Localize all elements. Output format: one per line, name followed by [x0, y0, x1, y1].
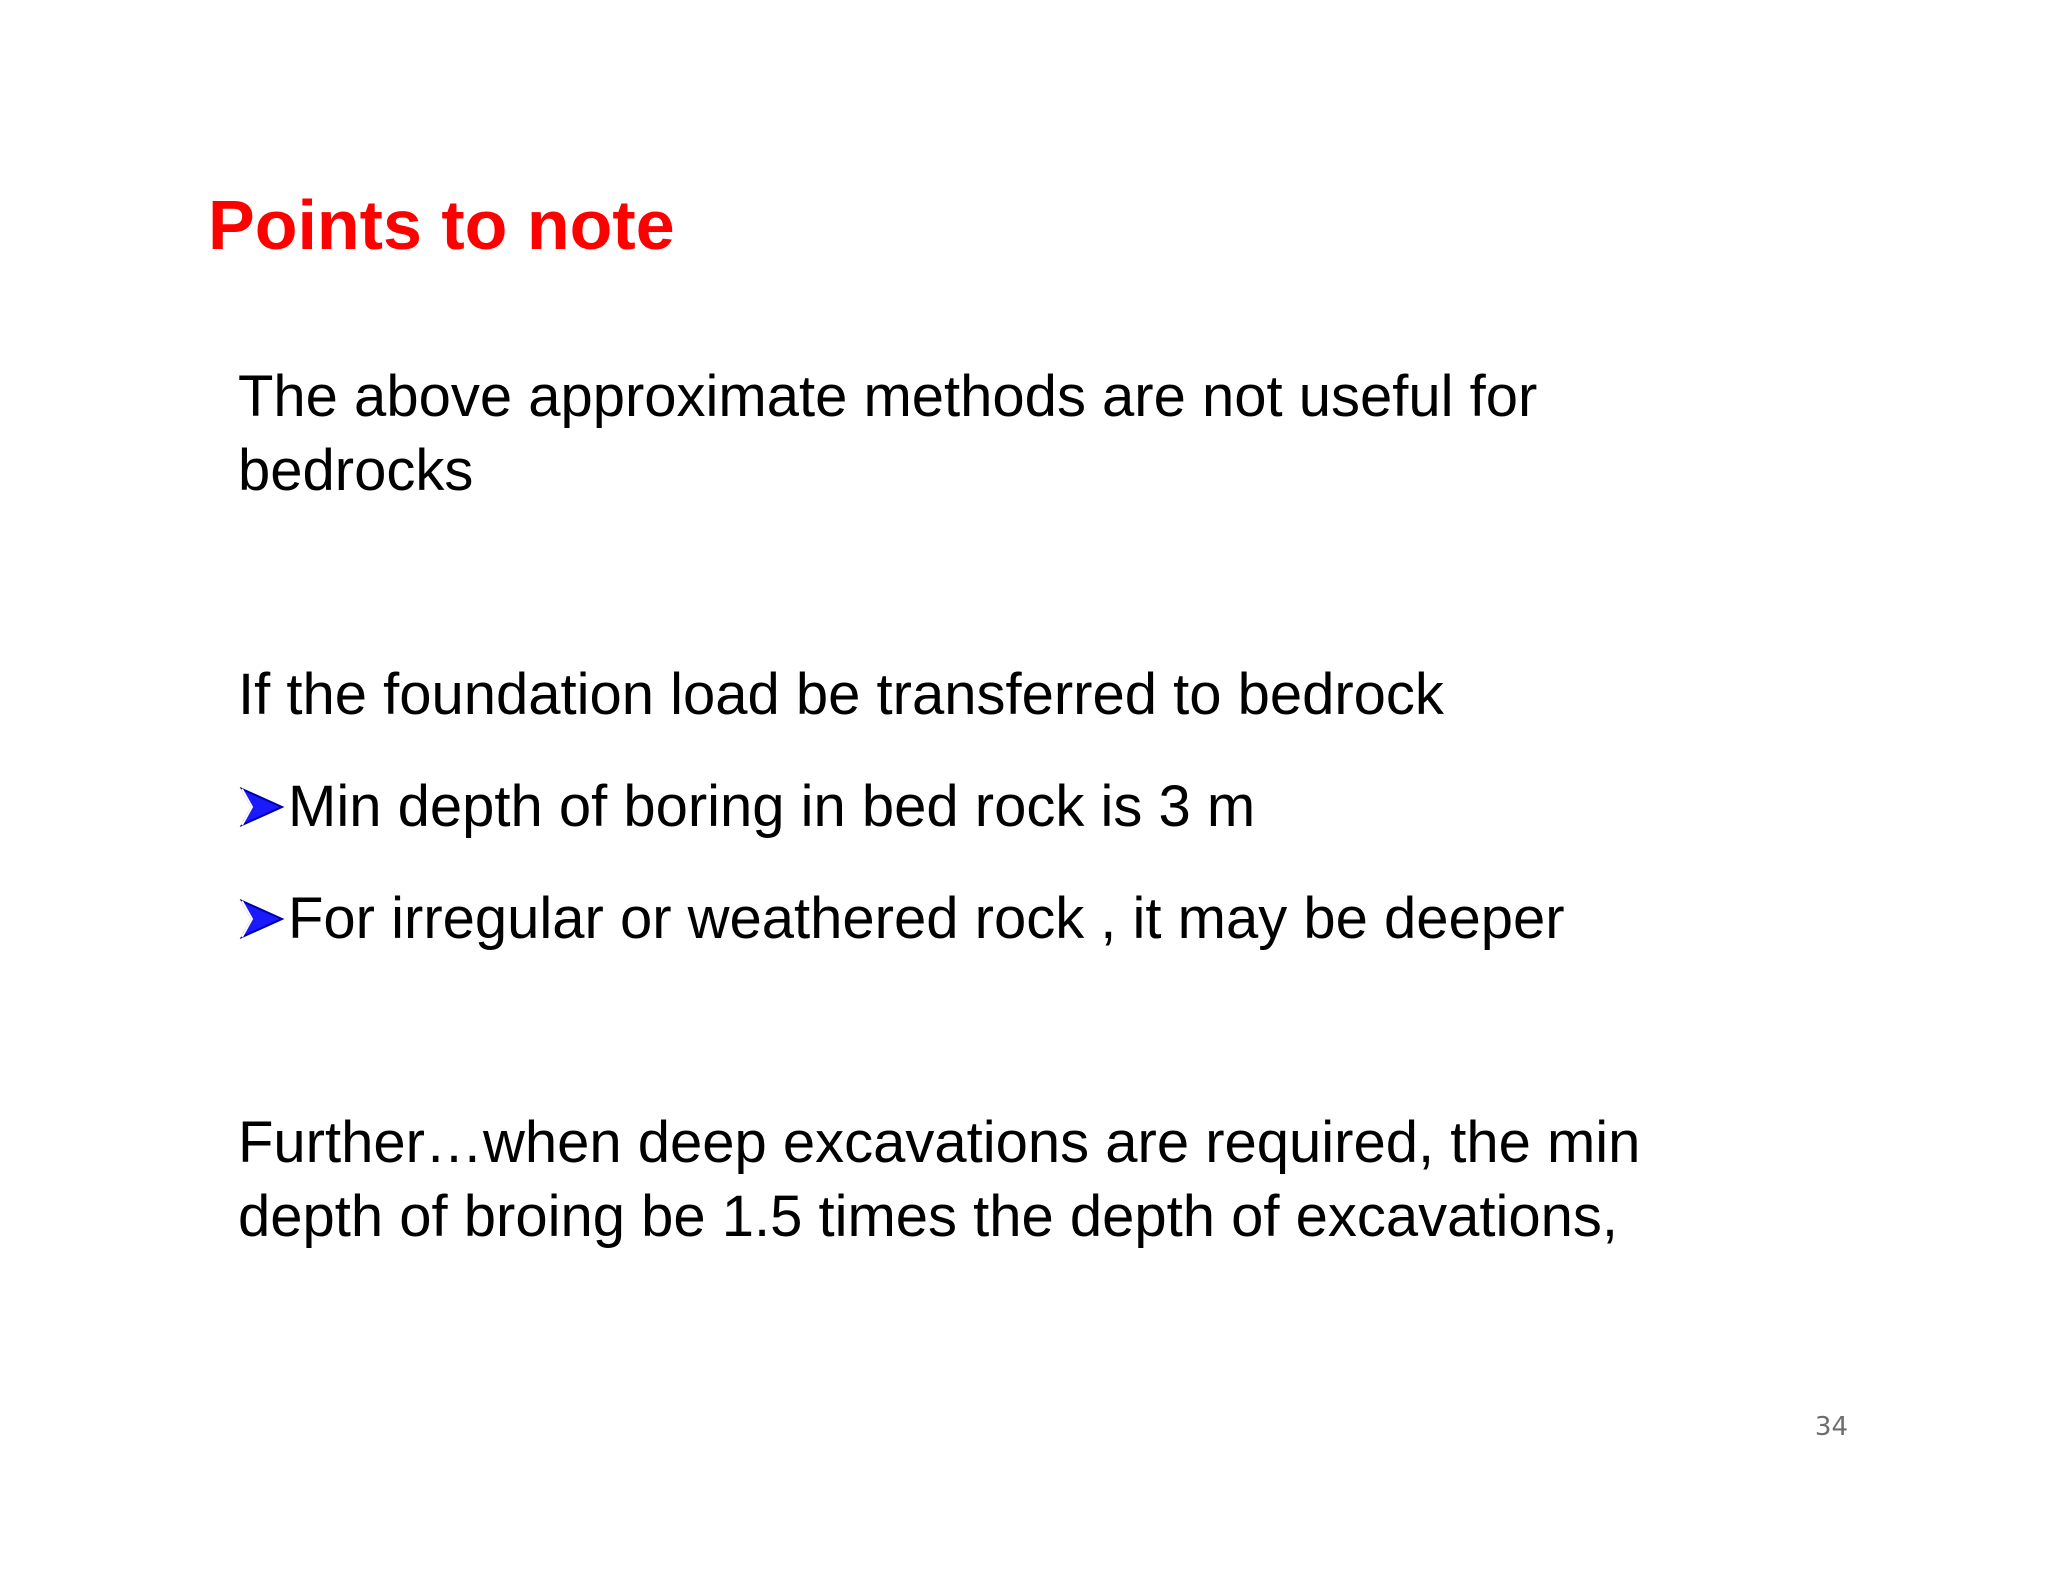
bullet-text: Min depth of boring in bed rock is 3 m	[288, 774, 1256, 839]
paragraph-foundation-load: If the foundation load be transferred to bedrock	[238, 662, 1444, 727]
paragraph-deep-excavations: Further…when deep excavations are required, the min depth of broing be 1.5 times the depth of excavations,	[238, 1110, 1641, 1249]
arrow-bullet-icon	[238, 895, 286, 943]
bullet-item-irregular-rock	[238, 882, 1565, 956]
paragraph-bedrock-methods: The above approximate methods are not useful for bedrocks	[238, 364, 1538, 503]
bullet-item-min-depth	[238, 770, 1255, 844]
page-number: 34	[1814, 1412, 1848, 1442]
slide-title: Points to note	[208, 186, 675, 264]
arrow-bullet-icon	[238, 783, 286, 831]
bullet-text: For irregular or weathered rock , it may be deeper	[288, 886, 1565, 951]
